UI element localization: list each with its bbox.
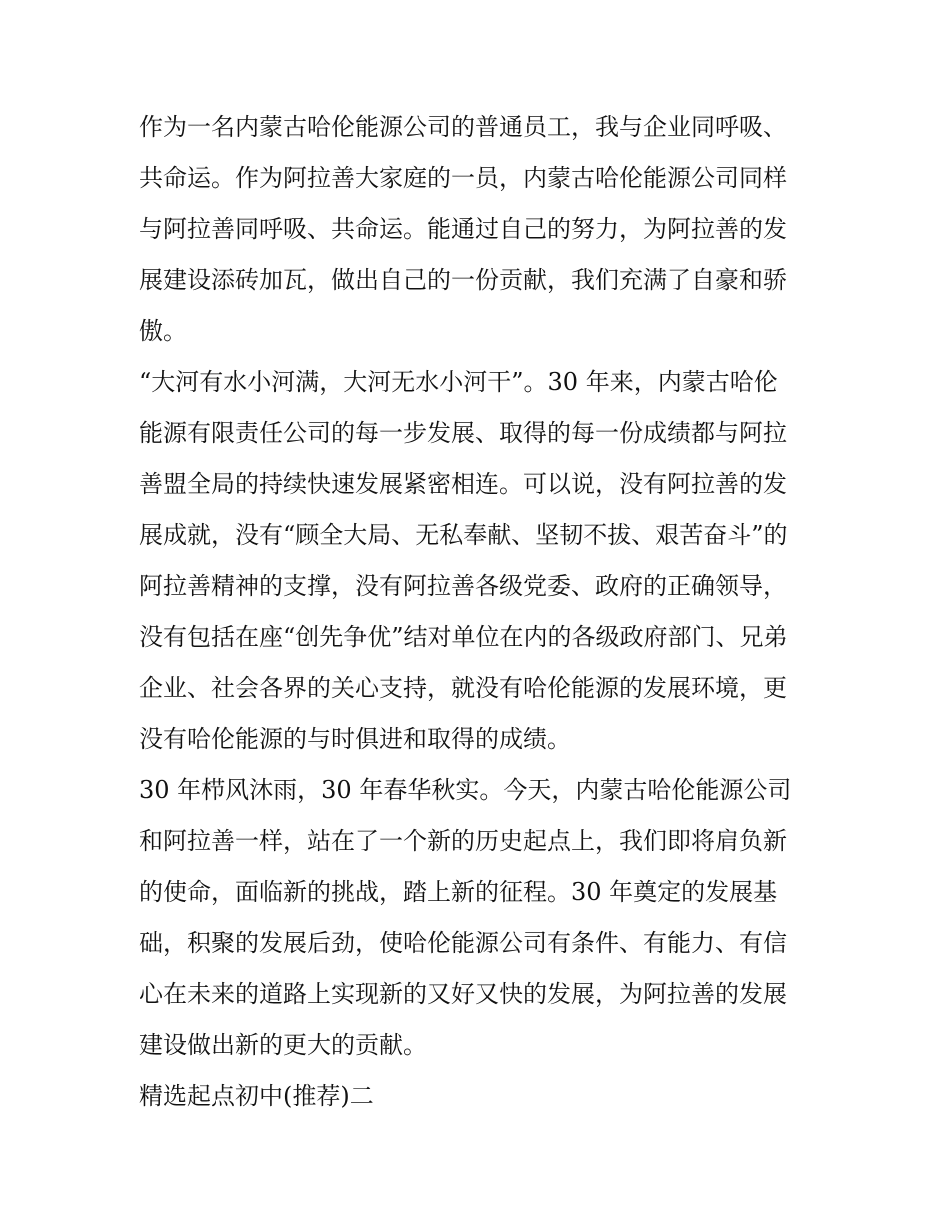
document-body bbox=[139, 102, 819, 1122]
text-line: 共命运。作为阿拉善大家庭的一员，内蒙古哈伦能源公司同样 bbox=[139, 164, 787, 192]
text-line: 与阿拉善同呼吸、共命运。能通过自己的努力，为阿拉善的发 bbox=[139, 215, 787, 243]
paragraph-3 bbox=[139, 765, 819, 1071]
text-line: 善盟全局的持续快速发展紧密相连。可以说，没有阿拉善的发 bbox=[139, 470, 787, 498]
text-line: 展成就，没有“顾全大局、无私奉献、坚韧不拔、艰苦奋斗”的 bbox=[139, 521, 788, 549]
text-line: 企业、社会各界的关心支持，就没有哈伦能源的发展环境，更 bbox=[139, 674, 787, 702]
text-line: 和阿拉善一样，站在了一个新的历史起点上，我们即将肩负新 bbox=[139, 827, 787, 855]
text-line: 没有包括在座“创先争优”结对单位在内的各级政府部门、兄弟 bbox=[139, 623, 788, 651]
heading-line: 精选起点初中(推荐)二 bbox=[139, 1082, 374, 1110]
text-line: 能源有限责任公司的每一步发展、取得的每一份成绩都与阿拉 bbox=[139, 419, 787, 447]
text-line: 没有哈伦能源的与时俱进和取得的成绩。 bbox=[139, 725, 571, 753]
section-heading bbox=[139, 1071, 819, 1122]
paragraph-1 bbox=[139, 102, 819, 357]
text-line: 傲。 bbox=[139, 317, 187, 345]
text-line: 30 年栉风沐雨，30 年春华秋实。今天，内蒙古哈伦能源公司 bbox=[139, 776, 792, 804]
text-line: 心在未来的道路上实现新的又好又快的发展，为阿拉善的发展 bbox=[139, 980, 787, 1008]
text-line: 础，积聚的发展后劲，使哈伦能源公司有条件、有能力、有信 bbox=[139, 929, 787, 957]
paragraph-2 bbox=[139, 357, 819, 765]
text-line: 的使命，面临新的挑战，踏上新的征程。30 年奠定的发展基 bbox=[139, 878, 778, 906]
text-line: 建设做出新的更大的贡献。 bbox=[139, 1031, 427, 1059]
text-line: 作为一名内蒙古哈伦能源公司的普通员工，我与企业同呼吸、 bbox=[139, 113, 787, 141]
text-line: 阿拉善精神的支撑，没有阿拉善各级党委、政府的正确领导， bbox=[139, 572, 787, 600]
text-line: 展建设添砖加瓦，做出自己的一份贡献，我们充满了自豪和骄 bbox=[139, 266, 787, 294]
text-line: “大河有水小河满，大河无水小河干”。30 年来，内蒙古哈伦 bbox=[139, 368, 778, 396]
